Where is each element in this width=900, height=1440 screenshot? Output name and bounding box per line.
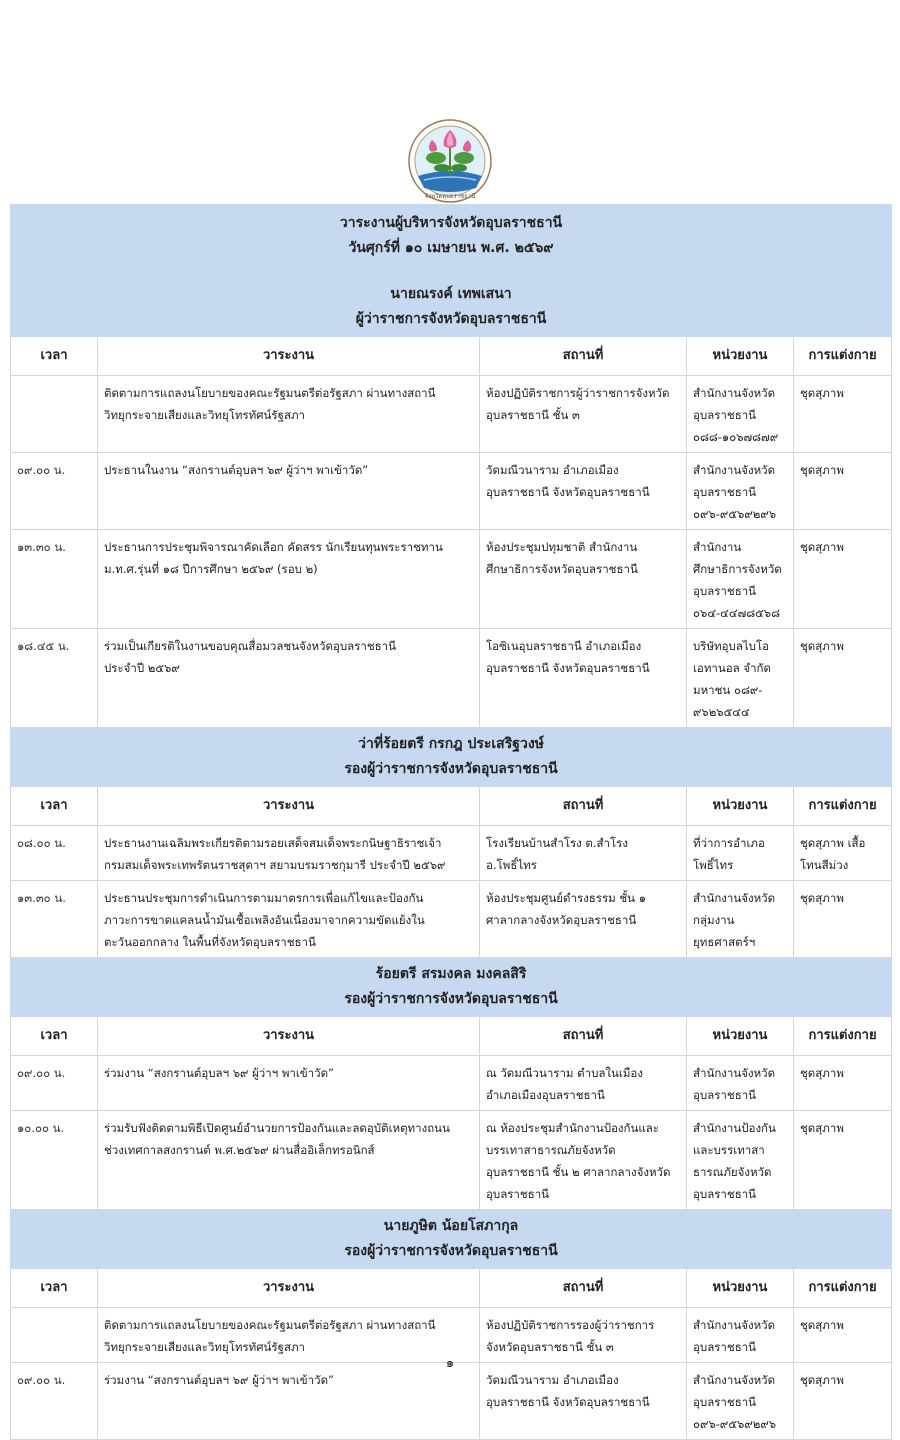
schedule-row bbox=[11, 530, 892, 629]
dress-line: ชุดสุภาพ bbox=[800, 891, 844, 905]
place-line: อุบลราชธานี จังหวัดอุบลราชธานี bbox=[486, 485, 650, 499]
agenda-line: ร่วมงาน “สงกรานต์อุบลฯ ๖๙ ผู้ว่าฯ พาเข้าวัด” bbox=[104, 1373, 335, 1387]
schedule-row bbox=[11, 376, 892, 453]
dress-line: ชุดสุภาพ เสื้อ bbox=[800, 836, 866, 850]
cell-dress bbox=[794, 376, 892, 453]
unit-line: อุบลราชธานี bbox=[693, 485, 757, 499]
place-line: วัดมณีวนาราม อำเภอเมือง bbox=[486, 1373, 619, 1387]
cell-dress bbox=[794, 826, 892, 881]
page-number: ๑ bbox=[445, 1356, 455, 1371]
cell-unit bbox=[687, 881, 794, 958]
cell-agenda bbox=[98, 1111, 480, 1210]
unit-line: กลุ่มงาน bbox=[693, 913, 735, 927]
schedule-row bbox=[11, 629, 892, 728]
cell-dress bbox=[794, 1363, 892, 1440]
dress-line: ชุดสุภาพ bbox=[800, 1066, 844, 1080]
cell-agenda bbox=[98, 1056, 480, 1111]
cell-time: ๐๘.๐๐ น. bbox=[11, 826, 98, 881]
place-line: ณ วัดมณีวนาราม ตำบลในเมือง bbox=[486, 1066, 643, 1080]
unit-line: สำนักงานจังหวัด bbox=[693, 463, 776, 477]
cell-time: ๑๓.๓๐ น. bbox=[11, 881, 98, 958]
place-line: จังหวัดอุบลราชธานี ชั้น ๓ bbox=[486, 1340, 614, 1354]
unit-line: อุบลราชธานี bbox=[693, 1395, 757, 1409]
dress-line: ชุดสุภาพ bbox=[800, 1121, 844, 1135]
agenda-line: ช่วงเทศกาลสงกรานต์ พ.ศ.๒๕๖๙ ผ่านสื่ออิเล็กทรอนิกส์ bbox=[104, 1143, 375, 1157]
cell-dress bbox=[794, 881, 892, 958]
agenda-line: ประธานงานเฉลิมพระเกียรติตามรอยเสด็จสมเด็จพระกนิษฐาธิราชเจ้า bbox=[104, 836, 442, 850]
place-line: ศึกษาธิการจังหวัดอุบลราชธานี bbox=[486, 562, 638, 576]
unit-line: สำนักงานจังหวัด bbox=[693, 1373, 776, 1387]
cell-dress bbox=[794, 1056, 892, 1111]
official-position: ผู้ว่าราชการจังหวัดอุบลราชธานี bbox=[355, 311, 547, 327]
place-line: โรงเรียนบ้านสำโรง ต.สำโรง bbox=[486, 836, 628, 850]
agenda-line: ประจำปี ๒๕๖๙ bbox=[104, 661, 180, 675]
agenda-line: ติดตามการแถลงนโยบายของคณะรัฐมนตรีต่อรัฐสภา ผ่านทางสถานี bbox=[104, 386, 436, 400]
cell-time: ๐๙.๐๐ น. bbox=[11, 1056, 98, 1111]
agenda-line: วิทยุกระจายเสียงและวิทยุโทรทัศน์รัฐสภา bbox=[104, 1340, 305, 1354]
cell-place bbox=[480, 1056, 687, 1111]
column-header-row bbox=[11, 787, 892, 826]
place-line: อำเภอเมืองอุบลราชธานี bbox=[486, 1088, 605, 1102]
place-line: ศาลากลางจังหวัดอุบลราชธานี bbox=[486, 913, 637, 927]
column-header-unit: หน่วยงาน bbox=[687, 1017, 794, 1056]
place-line: อ.โพธิ์ไทร bbox=[486, 858, 537, 872]
schedule-row bbox=[11, 1056, 892, 1111]
agenda-line: ร่วมเป็นเกียรติในงานขอบคุณสื่อมวลชนจังหวัดอุบลราชธานี bbox=[104, 639, 396, 653]
unit-line: สำนักงานจังหวัด bbox=[693, 1318, 776, 1332]
cell-agenda bbox=[98, 1363, 480, 1440]
place-line: โอซิเนอุบลราชธานี อำเภอเมือง bbox=[486, 639, 642, 653]
cell-unit bbox=[687, 826, 794, 881]
official-name: ว่าที่ร้อยตรี กรกฎ ประเสริฐวงษ์ bbox=[358, 736, 544, 752]
official-header bbox=[11, 728, 892, 787]
cell-agenda bbox=[98, 629, 480, 728]
agenda-line: ประธานการประชุมพิจารณาคัดเลือก คัดสรร นักเรียนทุนพระราชทาน bbox=[104, 540, 443, 554]
agenda-line: ม.ท.ศ.รุ่นที่ ๑๘ ปีการศึกษา ๒๕๖๙ (รอบ ๒) bbox=[104, 562, 318, 576]
unit-line: อุบลราชธานี bbox=[693, 408, 757, 422]
cell-unit bbox=[687, 629, 794, 728]
cell-time bbox=[11, 376, 98, 453]
column-header-dress: การแต่งกาย bbox=[794, 787, 892, 826]
cell-dress bbox=[794, 1111, 892, 1210]
cell-unit bbox=[687, 1363, 794, 1440]
official-name: ร้อยตรี สรมงคล มงคลสิริ bbox=[375, 966, 527, 982]
agenda-line: ภาวะการขาดแคลนน้ำมันเชื้อเพลิงอันเนื่องมาจากความขัดแย้งใน bbox=[104, 913, 425, 927]
place-line: ห้องปฏิบัติราชการผู้ว่าราชการจังหวัด bbox=[486, 386, 670, 400]
unit-line: และบรรเทาสา bbox=[693, 1143, 765, 1157]
column-header-row bbox=[11, 337, 892, 376]
official-position: รองผู้ว่าราชการจังหวัดอุบลราชธานี bbox=[344, 761, 558, 777]
unit-line: เอทานอล จำกัด bbox=[693, 661, 771, 675]
agenda-line: ประธานประชุมการดำเนินการตามมาตรการเพื่อแก้ไขและป้องกัน bbox=[104, 891, 424, 905]
unit-line: บริษัทอุบลไบโอ bbox=[693, 639, 770, 653]
unit-line: สำนักงานจังหวัด bbox=[693, 386, 776, 400]
unit-line: สำนักงานจังหวัด bbox=[693, 1066, 776, 1080]
seal-caption: จังหวัดอุบลราชธานี bbox=[424, 193, 476, 200]
official-header bbox=[11, 958, 892, 1017]
unit-line: สำนักงานจังหวัด bbox=[693, 891, 776, 905]
agenda-line: ร่วมรับฟังติดตามพิธีเปิดศูนย์อำนวยการป้องกันและลดอุบัติเหตุทางถนน bbox=[104, 1121, 450, 1135]
cell-unit bbox=[687, 1111, 794, 1210]
column-header-dress: การแต่งกาย bbox=[794, 1017, 892, 1056]
agenda-line: ตะวันออกกลาง ในพื้นที่จังหวัดอุบลราชธานี bbox=[104, 935, 316, 949]
dress-line: ชุดสุภาพ bbox=[800, 639, 844, 653]
unit-line: ๙๖๒๖๕๔๔ bbox=[693, 705, 750, 719]
column-header-dress: การแต่งกาย bbox=[794, 337, 892, 376]
unit-line: อุบลราชธานี bbox=[693, 584, 757, 598]
cell-time: ๑๐.๐๐ น. bbox=[11, 1111, 98, 1210]
document-title: วาระงานผู้บริหารจังหวัดอุบลราชธานี bbox=[339, 215, 563, 231]
column-header-agenda: วาระงาน bbox=[98, 787, 480, 826]
schedule-table bbox=[10, 204, 892, 1440]
dress-line: ชุดสุภาพ bbox=[800, 1373, 844, 1387]
agenda-line: ร่วมงาน “สงกรานต์อุบลฯ ๖๙ ผู้ว่าฯ พาเข้าวัด” bbox=[104, 1066, 335, 1080]
unit-line: อุบลราชธานี bbox=[693, 1340, 757, 1354]
column-header-place: สถานที่ bbox=[480, 337, 687, 376]
cell-place bbox=[480, 826, 687, 881]
column-header-place: สถานที่ bbox=[480, 1269, 687, 1308]
place-line: ห้องประชุมศูนย์ดำรงธรรม ชั้น ๑ bbox=[486, 891, 646, 905]
column-header-time: เวลา bbox=[11, 337, 98, 376]
dress-line: ชุดสุภาพ bbox=[800, 540, 844, 554]
column-header-dress: การแต่งกาย bbox=[794, 1269, 892, 1308]
cell-place bbox=[480, 881, 687, 958]
cell-time: ๐๙.๐๐ น. bbox=[11, 1363, 98, 1440]
cell-agenda bbox=[98, 881, 480, 958]
unit-line: โพธิ์ไทร bbox=[693, 858, 734, 872]
official-position: รองผู้ว่าราชการจังหวัดอุบลราชธานี bbox=[344, 991, 558, 1007]
unit-line: อุบลราชธานี bbox=[693, 1187, 757, 1201]
column-header-place: สถานที่ bbox=[480, 787, 687, 826]
cell-place bbox=[480, 629, 687, 728]
unit-line: สำนักงานป้องกัน bbox=[693, 1121, 776, 1135]
unit-line: สำนักงาน bbox=[693, 540, 742, 554]
cell-place bbox=[480, 1111, 687, 1210]
unit-line: มหาชน ๐๘๙- bbox=[693, 683, 763, 697]
cell-unit bbox=[687, 453, 794, 530]
place-line: ห้องปฏิบัติราชการรองผู้ว่าราชการ bbox=[486, 1318, 655, 1332]
unit-line: ศึกษาธิการจังหวัด bbox=[693, 562, 782, 576]
schedule-row bbox=[11, 1111, 892, 1210]
cell-agenda bbox=[98, 453, 480, 530]
cell-unit bbox=[687, 1056, 794, 1111]
place-line: ณ ห้องประชุมสำนักงานป้องกันและ bbox=[486, 1121, 659, 1135]
unit-line: ๐๘๘-๑๐๖๗๘๗๙ bbox=[693, 430, 779, 444]
official-name: นายภูษิต น้อยโสภากุล bbox=[383, 1218, 519, 1234]
column-header-unit: หน่วยงาน bbox=[687, 1269, 794, 1308]
schedule-row bbox=[11, 1363, 892, 1440]
place-line: วัดมณีวนาราม อำเภอเมือง bbox=[486, 463, 619, 477]
place-line: บรรเทาสาธารณภัยจังหวัด bbox=[486, 1143, 616, 1157]
cell-unit bbox=[687, 530, 794, 629]
column-header-unit: หน่วยงาน bbox=[687, 787, 794, 826]
agenda-line: กรมสมเด็จพระเทพรัตนราชสุดาฯ สยามบรมราชกุมารี ประจำปี ๒๕๖๙ bbox=[104, 858, 446, 872]
cell-time: ๑๓.๓๐ น. bbox=[11, 530, 98, 629]
cell-place bbox=[480, 1363, 687, 1440]
official-header bbox=[11, 268, 892, 337]
unit-line: ๐๙๖-๙๕๖๙๒๙๖ bbox=[693, 507, 777, 521]
column-header-unit: หน่วยงาน bbox=[687, 337, 794, 376]
schedule-row bbox=[11, 881, 892, 958]
official-header bbox=[11, 1210, 892, 1269]
column-header-time: เวลา bbox=[11, 1017, 98, 1056]
cell-dress bbox=[794, 629, 892, 728]
place-line: ห้องประชุมปทุมชาติ สำนักงาน bbox=[486, 540, 638, 554]
dress-line: ชุดสุภาพ bbox=[800, 1318, 844, 1332]
cell-place bbox=[480, 530, 687, 629]
cell-time: ๐๙.๐๐ น. bbox=[11, 453, 98, 530]
cell-dress bbox=[794, 530, 892, 629]
dress-line: ชุดสุภาพ bbox=[800, 463, 844, 477]
schedule-body bbox=[11, 205, 892, 1440]
column-header-row bbox=[11, 1269, 892, 1308]
schedule-row bbox=[11, 453, 892, 530]
cell-unit bbox=[687, 376, 794, 453]
column-header-time: เวลา bbox=[11, 787, 98, 826]
cell-place bbox=[480, 376, 687, 453]
cell-time: ๑๘.๔๕ น. bbox=[11, 629, 98, 728]
unit-line: ๐๖๔-๔๔๗๘๕๖๘ bbox=[693, 606, 780, 620]
place-line: อุบลราชธานี ชั้น ๓ bbox=[486, 408, 580, 422]
document-header bbox=[11, 205, 892, 268]
cell-place bbox=[480, 453, 687, 530]
column-header-agenda: วาระงาน bbox=[98, 1017, 480, 1056]
unit-line: ธารณภัยจังหวัด bbox=[693, 1165, 772, 1179]
cell-agenda bbox=[98, 826, 480, 881]
agenda-line: วิทยุกระจายเสียงและวิทยุโทรทัศน์รัฐสภา bbox=[104, 408, 305, 422]
place-line: อุบลราชธานี ชั้น ๒ ศาลากลางจังหวัด bbox=[486, 1165, 671, 1179]
cell-agenda bbox=[98, 376, 480, 453]
official-name: นายณรงค์ เทพเสนา bbox=[390, 286, 512, 302]
unit-line: ที่ว่าการอำเภอ bbox=[693, 836, 765, 850]
official-position: รองผู้ว่าราชการจังหวัดอุบลราชธานี bbox=[344, 1243, 558, 1259]
cell-dress bbox=[794, 453, 892, 530]
agenda-line: ประธานในงาน “สงกรานต์อุบลฯ ๖๙ ผู้ว่าฯ พาเข้าวัด” bbox=[104, 463, 369, 477]
unit-line: ยุทธศาสตร์ฯ bbox=[693, 935, 756, 949]
column-header-agenda: วาระงาน bbox=[98, 1269, 480, 1308]
document-date: วันศุกร์ที่ ๑๐ เมษายน พ.ศ. ๒๕๖๙ bbox=[348, 240, 554, 256]
column-header-row bbox=[11, 1017, 892, 1056]
schedule-row bbox=[11, 826, 892, 881]
place-line: อุบลราชธานี bbox=[486, 1187, 550, 1201]
cell-agenda bbox=[98, 530, 480, 629]
place-line: อุบลราชธานี จังหวัดอุบลราชธานี bbox=[486, 661, 650, 675]
place-line: อุบลราชธานี จังหวัดอุบลราชธานี bbox=[486, 1395, 650, 1409]
agenda-line: ติดตามการแถลงนโยบายของคณะรัฐมนตรีต่อรัฐสภา ผ่านทางสถานี bbox=[104, 1318, 436, 1332]
unit-line: ๐๙๖-๙๕๖๙๒๙๖ bbox=[693, 1417, 777, 1431]
column-header-time: เวลา bbox=[11, 1269, 98, 1308]
column-header-agenda: วาระงาน bbox=[98, 337, 480, 376]
unit-line: อุบลราชธานี bbox=[693, 1088, 757, 1102]
province-seal-logo bbox=[406, 118, 494, 204]
dress-line: ชุดสุภาพ bbox=[800, 386, 844, 400]
dress-line: โทนสีม่วง bbox=[800, 858, 849, 872]
column-header-place: สถานที่ bbox=[480, 1017, 687, 1056]
